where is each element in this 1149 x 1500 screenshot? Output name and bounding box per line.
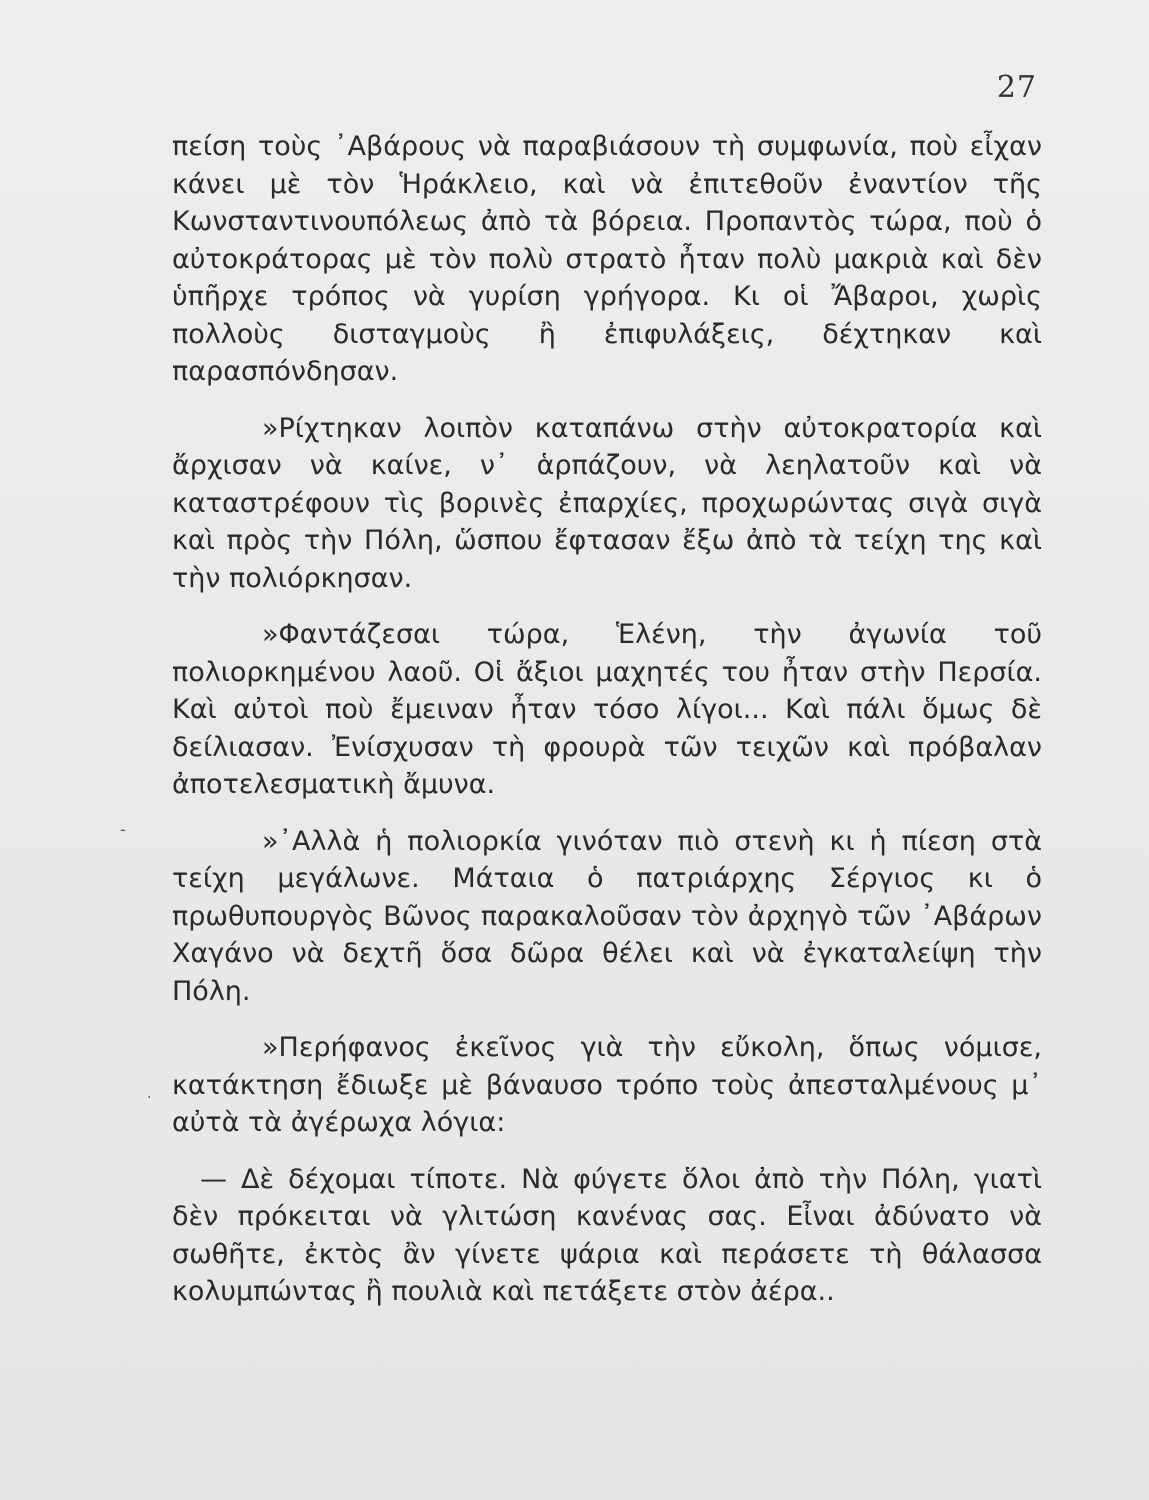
- paragraph-3: »Φαντάζεσαι τώρα, Ἑλένη, τὴν ἀγωνία τοῦ πολιορκημένου λαοῦ. Οἱ ἄξιοι μαχητές του ἦταν στὴν Περσία. Καὶ αὐτοὶ ποὺ ἔμειναν ἦταν τόσο λίγοι... Καὶ πάλι ὅμως δὲ δείλιασαν. Ἐνίσχυσαν τὴ φρουρὰ τῶν τειχῶν καὶ πρόβαλαν ἀποτελεσματικὴ ἄμυνα.: [172, 619, 1042, 800]
- page-number: 27: [996, 70, 1037, 105]
- paragraph-5: »Περήφανος ἐκεῖνος γιὰ τὴν εὔκολη, ὅπως νόμισε, κατάκτηση ἔδιωξε μὲ βάναυσο τρόπο τοὺς ἀπεσταλμένους μ᾿ αὐτὰ τὰ ἀγέρωχα λόγια:: [172, 1032, 1042, 1138]
- margin-mark: -: [120, 820, 126, 839]
- margin-dot: ·: [147, 1090, 152, 1106]
- paragraph-4: »᾿Αλλὰ ἡ πολιορκία γινόταν πιὸ στενὴ κι ἡ πίεση στὰ τείχη μεγάλωνε. Μάταια ὁ πατριάρχης Σέργιος κι ὁ πρωθυπουργὸς Βῶνος παρακαλοῦσαν τὸν ἀρχηγὸ τῶν ᾿Αβάρων Χαγάνο νὰ δεχτῆ ὅσα δῶρα θέλει καὶ νὰ ἐγκαταλείψη τὴν Πόλη.: [172, 825, 1042, 1007]
- body-text: [172, 128, 1042, 1311]
- paragraph-2: »Ρίχτηκαν λοιπὸν καταπάνω στὴν αὐτοκρατορία καὶ ἄρχισαν νὰ καίνε, ν᾿ ἁρπάζουν, νὰ λεηλατοῦν καὶ νὰ καταστρέφουν τὶς βορινὲς ἐπαρχίες, προχωρώντας σιγὰ σιγὰ καὶ πρὸς τὴν Πόλη, ὥσπου ἔφτασαν ἔξω ἀπὸ τὰ τείχη της καὶ τὴν πολιόρκησαν.: [172, 412, 1042, 594]
- paragraph-1: πείση τοὺς ᾿Αβάρους νὰ παραβιάσουν τὴ συμφωνία, ποὺ εἶχαν κάνει μὲ τὸν Ἡράκλειο, καὶ νὰ ἐπιτεθοῦν ἐναντίον τῆς Κωνσταντινουπόλεως ἀπὸ τὰ βόρεια. Προπαντὸς τώρα, ποὺ ὁ αὐτοκράτορας μὲ τὸν πολὺ στρατὸ ἦταν πολὺ μακριὰ καὶ δὲν ὑπῆρχε τρόπος νὰ γυρίση γρήγορα. Κι οἱ Ἄβαροι, χωρὶς πολλοὺς δισταγμοὺς ἢ ἐπιφυλάξεις, δέχτηκαν καὶ παρασπόνδησαν.: [172, 131, 1042, 387]
- paragraph-6-dialogue: — Δὲ δέχομαι τίποτε. Νὰ φύγετε ὅλοι ἀπὸ τὴν Πόλη, γιατὶ δὲν πρόκειται νὰ γλιτώση κανένας σας. Εἶναι ἀδύνατο νὰ σωθῆτε, ἐκτὸς ἂν γίνετε ψάρια καὶ περάσετε τὴ θάλασσα κολυμπώντας ἢ πουλιὰ καὶ πετάξετε στὸν ἀέρα..: [172, 1163, 1042, 1307]
